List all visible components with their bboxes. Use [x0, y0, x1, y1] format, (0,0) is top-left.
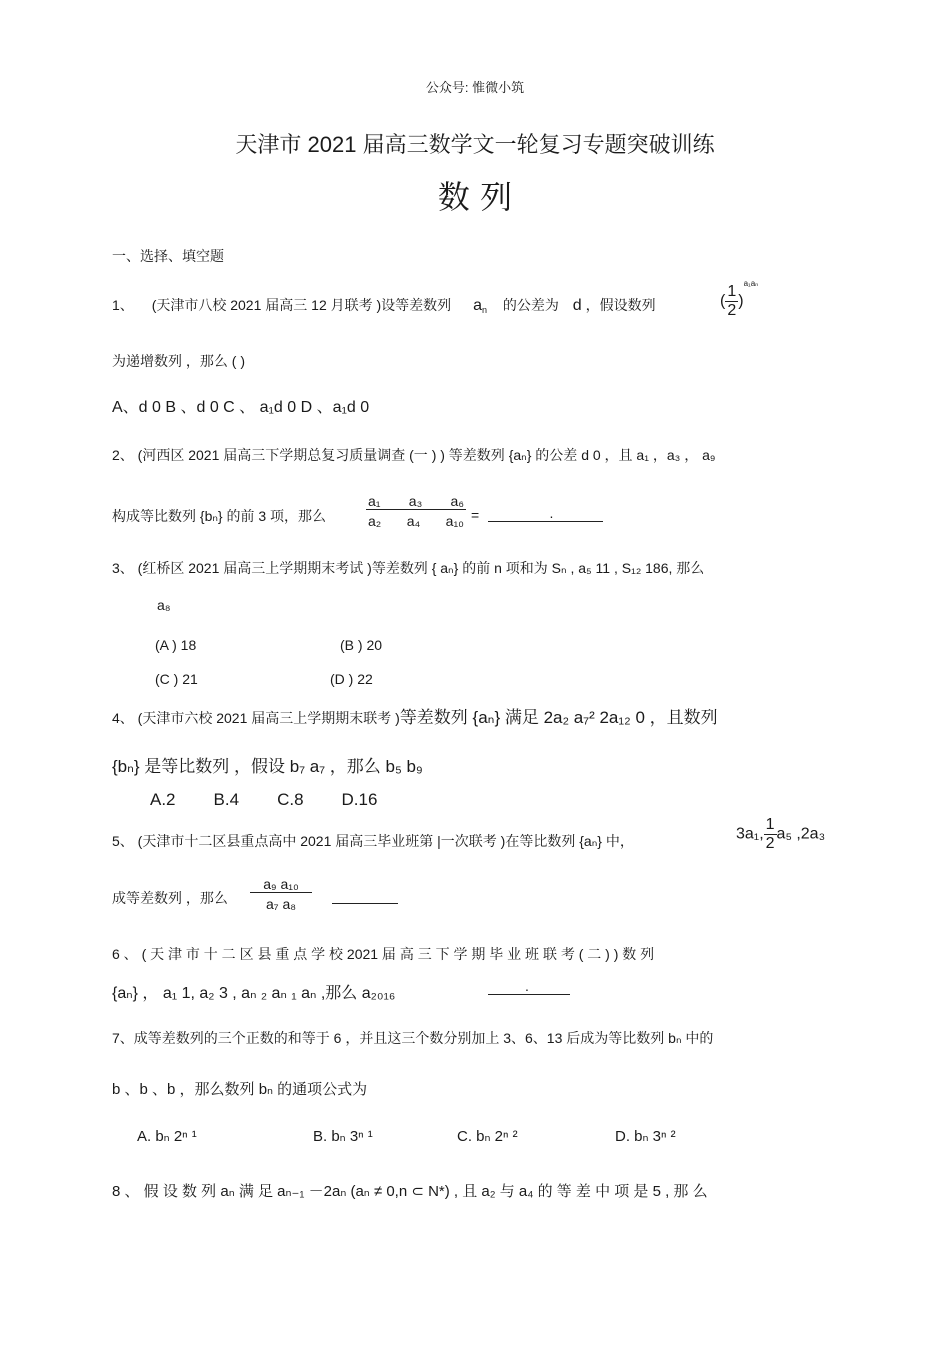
page-subtitle: 数 列: [437, 178, 513, 216]
q4-line1: [112, 703, 718, 728]
q4-option-a: A.2: [150, 790, 176, 809]
q7-option-b: B. bₙ 3ⁿ ¹: [313, 1128, 373, 1145]
q7-line1: 7、成等差数列的三个正数的和等于 6 ，并且这三个数分别加上 3、6、13 后成为等比数列 bₙ 中的: [112, 1030, 714, 1046]
q3-option-d: (D ) 22: [330, 671, 373, 687]
q2-dot: .: [549, 505, 554, 521]
q6-answer-blank: [488, 978, 570, 995]
q5-frac-den: a₇ a₈: [250, 892, 312, 912]
q1-line2: 为递增数列 ，那么 ( ): [112, 353, 245, 369]
q3-line1: 3、 (红桥区 2021 届高三上学期期末考试 )等差数列 { aₙ} 的前 n 项和为 Sₙ , a₅ 11 , S₁₂ 186, 那么: [112, 560, 705, 576]
q4-option-c: C.8: [277, 790, 304, 809]
q2-f2-den: a₄: [406, 513, 421, 529]
account-header: 公众号: 惟微小筑: [425, 80, 525, 95]
q2-f1-num: a₁: [368, 493, 381, 509]
q4-line2: {bₙ} 是等比数列 ，假设 b₇ a₇ ，那么 b₅ b₉: [112, 757, 423, 776]
q5-expression: [736, 816, 825, 853]
q1-text-c: ，假设数列: [585, 297, 656, 313]
q6-line1: 6 、 ( 天 津 市 十 二 区 县 重 点 学 校 2021 届 高 三 下 学 期 毕 业 班 联 考 ( 二 ) ) 数 列: [112, 946, 655, 962]
q1-d: d: [572, 297, 582, 314]
q2-f2-num: a₃: [408, 493, 423, 509]
q2-fraction: [366, 493, 466, 529]
q1-exponent: a₁aₙ: [743, 279, 759, 288]
q5-answer-blank: [332, 903, 398, 904]
q5-half-den: 2: [765, 835, 775, 852]
q2-f3-num: a₆: [450, 493, 464, 509]
q4-source: 4、 (天津市六校 2021 届高三上学期期末联考 ): [112, 710, 400, 726]
q1-text-b: 的公差为: [502, 297, 559, 313]
q3-option-b: (B ) 20: [340, 637, 383, 653]
q2-answer-blank: [488, 505, 603, 522]
q6-line2: {aₙ} ， a₁ 1, a₂ 3 , aₙ ₂ aₙ ₁ aₙ ,那么 a₂₀₁₆: [112, 985, 396, 1002]
q5-term1: 3a₁,: [736, 825, 764, 843]
q1-a: a: [473, 297, 482, 314]
section-heading: 一、选择、填空题: [112, 248, 224, 264]
q3-option-c: (C ) 21: [155, 671, 198, 687]
q1-expression: [720, 279, 759, 320]
q5-frac-num: a₉ a₁₀: [263, 876, 299, 892]
q4-options: [150, 790, 550, 810]
q4-option-d: D.16: [341, 790, 378, 809]
q5-term2: a₅ ,2a₃: [776, 825, 826, 843]
question-1: [112, 295, 656, 315]
q7-line2: b 、b 、b ，那么数列 bₙ 的通项公式为: [112, 1081, 368, 1098]
q7-option-d: D. bₙ 3ⁿ ²: [615, 1128, 676, 1145]
q5-half-num: 1: [765, 816, 775, 833]
q6-dot: .: [525, 978, 529, 994]
q1-sub-n: n: [481, 305, 487, 315]
q3-option-a: (A ) 18: [155, 637, 197, 653]
q7-option-a: A. bₙ 2ⁿ ¹: [137, 1128, 197, 1145]
q2-line2: 构成等比数列 {bₙ} 的前 3 项，那么: [112, 508, 327, 524]
page-title: 天津市 2021 届高三数学文一轮复习专题突破训练: [235, 132, 715, 157]
q4-statement: 等差数列 {aₙ} 满足 2a₂ a₇² 2a₁₂ 0 ，且数列: [399, 708, 718, 727]
q3-line2: a₈: [157, 597, 171, 613]
q1-source: (天津市八校 2021 届高三 12 月联考 )设等差数列: [151, 297, 452, 313]
q2-f3-den: a₁₀: [445, 513, 464, 529]
q7-option-c: C. bₙ 2ⁿ ²: [457, 1128, 518, 1145]
q5-line1: 5、 (天津市十二区县重点高中 2021 届高三毕业班第 |一次联考 )在等比数列 {aₙ} 中，: [112, 833, 634, 849]
q5-line2: 成等差数列 ，那么: [112, 890, 228, 906]
q5-fraction: [250, 876, 312, 912]
q1-lparen: (: [720, 292, 726, 310]
q2-equals: =: [471, 507, 480, 523]
q1-number: 1、: [112, 297, 134, 313]
q1-frac-den: 2: [727, 302, 737, 319]
q1-rparen: ): [738, 292, 744, 310]
q8-line1: 8 、 假 设 数 列 aₙ 满 足 aₙ₋₁ －2aₙ (aₙ ≠ 0,n ⊂ N*) , 且 a₂ 与 a₄ 的 等 差 中 项 是 5 , 那 么: [112, 1183, 708, 1200]
q1-options: A、d 0 B 、d 0 C 、 a₁d 0 D 、a₁d 0: [112, 399, 370, 416]
q2-line1: 2、 (河西区 2021 届高三下学期总复习质量调查 (一 ) ) 等差数列 {aₙ} 的公差 d 0 ，且 a₁ ，a₃ ， a₉: [112, 447, 716, 463]
q1-frac-num: 1: [727, 283, 737, 300]
q2-f1-den: a₂: [368, 513, 382, 529]
q4-option-b: B.4: [213, 790, 240, 809]
